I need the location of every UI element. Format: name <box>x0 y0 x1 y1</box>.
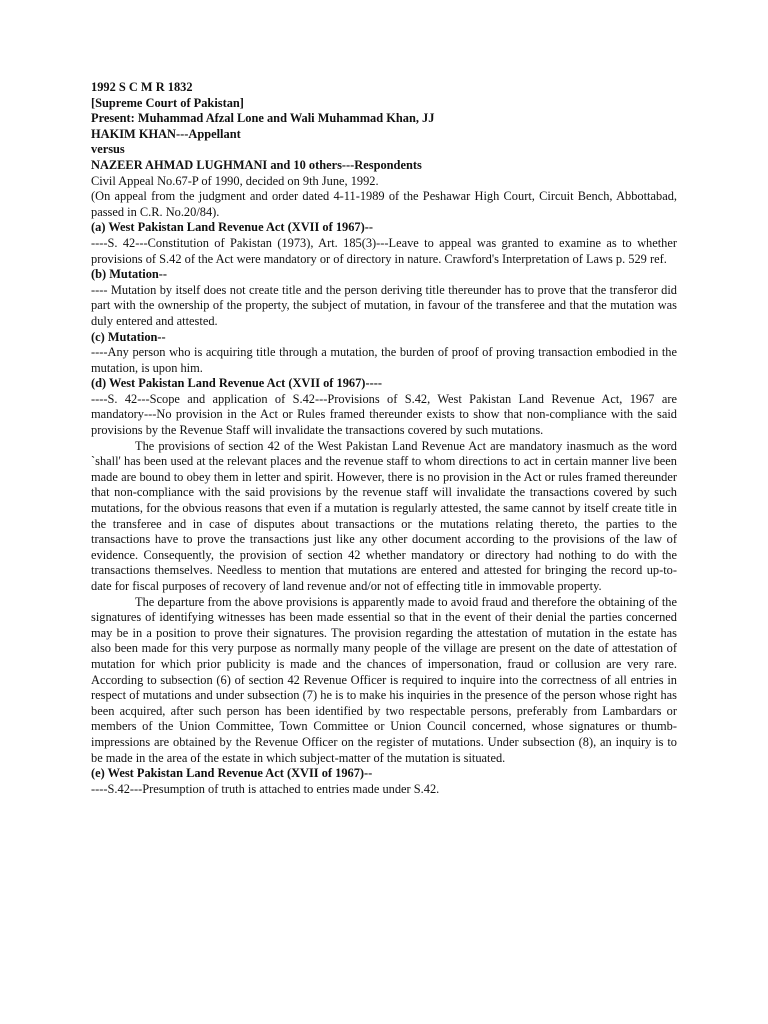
section-heading-d: (d) West Pakistan Land Revenue Act (XVII of 1967)---- <box>91 376 382 391</box>
court-name: [Supreme Court of Pakistan] <box>91 95 244 110</box>
section-text-c: ----Any person who is acquiring title through a mutation, the burden of proof of proving transaction embodied in the mutation, is upon him. <box>91 345 677 375</box>
section-text-d: ----S. 42---Scope and application of S.42---Provisions of S.42, West Pakistan Land Revenue Act, 1967 are mandatory---No provision in the Act or Rules framed thereunder exists to show that non-compliance with the said provisions by the Revenue Staff will invalidate the transactions covered by such mutations. <box>91 391 677 438</box>
judgment-document <box>91 80 677 797</box>
section-heading-c: (c) Mutation-- <box>91 329 166 344</box>
respondents-name: NAZEER AHMAD LUGHMANI and 10 others---Respondents <box>91 157 422 172</box>
section-text-e: ----S.42---Presumption of truth is attached to entries made under S.42. <box>91 781 440 796</box>
appellant-name: HAKIM KHAN---Appellant <box>91 126 241 141</box>
case-citation: 1992 S C M R 1832 <box>91 80 193 94</box>
case-header <box>91 80 677 174</box>
section-d-paragraph-1: The provisions of section 42 of the West Pakistan Land Revenue Act are mandatory inasmuch as the word `shall' has been used at the relevant places and the revenue staff to whom directions to act in certain manner live been made are bound to obey them in letter and spirit. However, there is no provision in the Act or rules framed thereunder that non-compliance with the said provisions by the revenue staff will invalidate the transactions covered by such mutations, for the obvious reasons that even if a mutation is regularly attested, the same cannot by itself create title in the transferee and in case of disputes about transactions or the mutations relating thereto, the parties to the transactions have to prove the transactions just like any other document according to the provisions of the law of evidence. Consequently, the provision of section 42 whether mandatory or directory had nothing to do with the transactions themselves. Needless to mention that mutations are entered and attested for bringing the record up-to-date for fiscal purposes of recovery of land revenue and/or not of effecting title in immovable property. <box>91 438 677 593</box>
appeal-origin: (On appeal from the judgment and order dated 4-11-1989 of the Peshawar High Court, Circuit Bench, Abbottabad, passed in C.R. No.20/84). <box>91 189 677 219</box>
section-heading-b: (b) Mutation-- <box>91 267 168 282</box>
versus-label: versus <box>91 142 125 157</box>
section-text-b: ---- Mutation by itself does not create title and the person deriving title thereunder has to prove that the transferor did part with the ownership of the property, the subject of mutation, in favour of the transferee and that the mutation was duly entered and attested. <box>91 282 677 328</box>
section-text-a: ----S. 42---Constitution of Pakistan (1973), Art. 185(3)---Leave to appeal was granted to examine as to whether provisions of S.42 of the Act were mandatory or of directory in nature. Crawford's Interpretation of Laws p. 529 ref. <box>91 235 677 266</box>
civil-appeal-number: Civil Appeal No.67-P of 1990, decided on 9th June, 1992. <box>91 173 379 188</box>
section-d-paragraph-2: The departure from the above provisions is apparently made to avoid fraud and therefore the obtaining of the signatures of identifying witnesses has been made essential so that in the event of their denial the parties concerned may be in a position to prove their signatures. The provision regarding the attestation of mutation in the estate has also been made for this very purpose as normally many people of the village are present on the date of attestation of mutation for which prior publicity is made and the chances of impersonation, fraud or collusion are very rare. According to subsection (6) of section 42 Revenue Officer is required to inquire into the correctness of all entries in respect of mutations and under subsection (7) he is to make his inquiries in the presence of the person whose right has been acquired, after such person has been identified by two respectable persons, preferably from Lambardars or members of the Union Committee, Town Committee or Union Council concerned, whose signatures or thumb-impressions are obtained by the Revenue Officer on the register of mutations. Under subsection (8), an inquiry is to be made in the area of the estate in which subject-matter of the mutation is situated. <box>91 594 677 765</box>
section-heading-e: (e) West Pakistan Land Revenue Act (XVII of 1967)-- <box>91 766 373 781</box>
section-heading-a: (a) West Pakistan Land Revenue Act (XVII of 1967)-- <box>91 220 373 235</box>
bench-present: Present: Muhammad Afzal Lone and Wali Muhammad Khan, JJ <box>91 111 435 126</box>
